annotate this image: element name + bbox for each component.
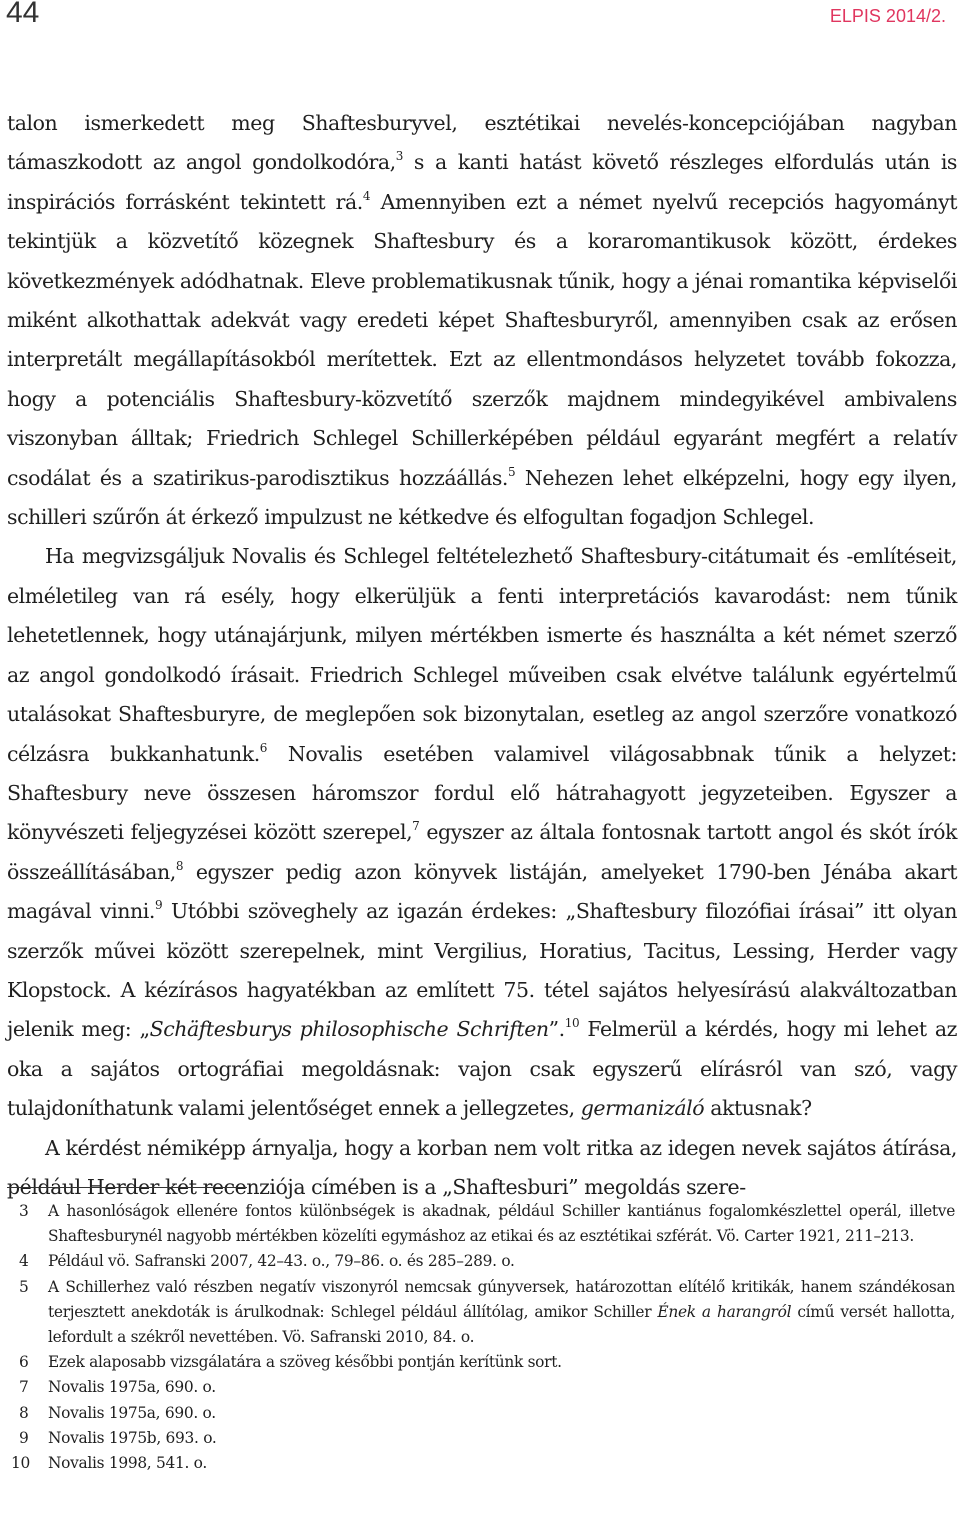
- footnote-number: 8: [19, 1403, 29, 1422]
- page-number: 44: [6, 0, 40, 29]
- text-run: A Schillerhez való részben negatív viszonyról nemcsak gúnyversek, határozottan elítélő kritikák, hanem szándékosan terjesztett anekdoták is árulkodnak: Schlegel például állítólag, amikor Schiller: [48, 1277, 955, 1321]
- footnote-ref: 3: [395, 149, 403, 164]
- text-run: Amennyiben ezt a német nyelvű recepciós hagyományt tekintjük a közvetítő közegnek Shaftesbury és a koraromantikusok között, érdekes következmények adódhatnak. Eleve problematikusnak tűnik, hogy a jénai romantika képviselői miként alkothattak adekvát vagy eredeti képet Shaftesburyről, amennyiben csak az erősen interpretált megállapításokból merítettek. Ezt az ellentmondásos helyzetet tovább fokozza, hogy a potenciális Shaftesbury-közvetítő szerzők majdnem mindegyikével ambivalens viszonyban álltak; Friedrich Schlegel Schillerképében például egyaránt megfért a relatív csodálat és a szatirikus-parodisztikus hozzáállás.: [7, 189, 957, 490]
- text-run: ”.: [548, 1017, 565, 1042]
- text-run: egyszer pedig azon könyvek listáján, amelyeket 1790-ben Jénába akart magával vinni.: [7, 859, 957, 924]
- footnote-number: 9: [19, 1428, 29, 1447]
- footnote-ref: 8: [175, 858, 184, 873]
- text-run: A kérdést némiképp árnyalja, hogy a korban nem volt ritka az idegen nevek sajátos átírása, például Herder két recenziója címében is a „Shaftesburi” megoldás szere-: [7, 1135, 957, 1199]
- footnote-ref: 4: [362, 188, 371, 203]
- text-run: Felmerül a kérdés, hogy mi lehet az oka a sajátos ortográfiai megoldásnak: vajon csak egyszerű elírásról van szó, vagy tulajdoníthatunk valami jelentőséget ennek a jellegzetes,: [7, 1017, 957, 1121]
- footnote-number: 4: [19, 1252, 29, 1271]
- paragraph: [7, 537, 957, 1128]
- italic-text: germanizáló: [580, 1096, 705, 1121]
- text-run: Novalis 1975a, 690. o.: [48, 1378, 216, 1397]
- footnote: [7, 1350, 955, 1375]
- footnote: [7, 1199, 955, 1249]
- footnote-ref: 10: [564, 1016, 580, 1031]
- text-run: Ha megvizsgáljuk Novalis és Schlegel feltételezhető Shaftesbury-citátumait és -említéseit, elméletileg van rá esély, hogy elkerüljük a fenti interpretációs kavarodást: nem tűnik lehetetlennek, hogy utánajárjunk, milyen mértékben ismerte és használta a két német szerző az angol gondolkodó írásait. Friedrich Schlegel műveiben csak elvétve találunk egyértelmű utalásokat Shaftesburyre, de meglepően sok bizonytalan, esetleg az angol szerzőre vonatkozó célzásra bukkanhatunk.: [7, 544, 957, 766]
- text-run: egyszer az általa fontosnak tartott angol és skót írók összeállításában,: [7, 820, 958, 884]
- footnote: [7, 1375, 955, 1400]
- footnote: [7, 1401, 955, 1426]
- text-run: aktusnak?: [704, 1096, 812, 1121]
- footnote-number: 7: [19, 1378, 29, 1397]
- footnote-number: 10: [11, 1454, 30, 1473]
- text-run: A hasonlóságok ellenére fontos különbségek is akadnak, például Schiller kantiánus fogalomkészlettel operál, illetve Shaftesburynél nagyobb mértékben közelíti egymáshoz az etikai és az esztétikai szférát. Vö. Carter 1921, 211–213.: [48, 1202, 955, 1246]
- text-run: s a kanti hatást követő részleges elfordulás után is inspirációs forrásként tekintett rá.: [7, 150, 957, 214]
- footnote-ref: 5: [508, 464, 516, 479]
- text-run: című versét hallotta, lefordult a székről nevettében. Vö. Safranski 2010, 84. o.: [48, 1302, 955, 1347]
- text-run: Utóbbi szöveghely az igazán érdekes: „Shaftesbury filozófiai írásai” itt olyan szerzők művei között szerepelnek, mint Vergilius, Horatius, Tacitus, Lessing, Herder vagy Klopstock. A kézírásos hagyatékban az említett 75. tétel sajátos helyesírású alakváltozatban jelenik meg: „: [7, 899, 958, 1042]
- italic-text: Schäftesburys philosophische Schriften: [149, 1017, 549, 1042]
- italic-text: Ének a harangról: [657, 1302, 792, 1321]
- text-run: talon ismerkedett meg Shaftesburyvel, esztétikai nevelés-koncepciójában nagyban támaszkodott az angol gondolkodóra,: [7, 111, 957, 175]
- body-text: [7, 104, 957, 1207]
- text-run: Novalis 1998, 541. o.: [48, 1454, 207, 1473]
- journal-title: ELPIS 2014/2.: [829, 6, 946, 26]
- footnote: [7, 1249, 955, 1274]
- footnote-ref: 7: [412, 819, 420, 834]
- text-run: Novalis 1975a, 690. o.: [48, 1403, 216, 1422]
- footnote-ref: 6: [259, 740, 267, 755]
- footnote-divider: [7, 1187, 247, 1188]
- footnote-number: 5: [19, 1277, 29, 1296]
- footnote: [7, 1426, 955, 1451]
- page-header: [0, 0, 960, 34]
- footnote: [7, 1275, 955, 1351]
- paragraph: [7, 104, 957, 537]
- text-run: Novalis 1975b, 693. o.: [48, 1428, 217, 1447]
- footnote-ref: 9: [154, 898, 163, 913]
- text-run: Novalis esetében valamivel világosabbnak tűnik a helyzet: Shaftesbury neve összesen háromszor fordul elő hátrahagyott jegyzeteiben. Egyszer a könyvészeti feljegyzései között szerepel,: [7, 741, 957, 845]
- footnote-number: 3: [19, 1202, 29, 1220]
- footnote: [7, 1451, 955, 1476]
- text-run: Például vö. Safranski 2007, 42–43. o., 79–86. o. és 285–289. o.: [48, 1252, 515, 1271]
- footnote-number: 6: [19, 1353, 29, 1372]
- footnotes: [7, 1199, 955, 1476]
- paragraph: [7, 1129, 957, 1208]
- text-run: Ezek alaposabb vizsgálatára a szöveg későbbi pontján kerítünk sort.: [48, 1353, 562, 1372]
- text-run: Nehezen lehet elképzelni, hogy egy ilyen, schilleri szűrőn át érkező impulzust ne kétkedve és elfogultan fogadjon Schlegel.: [7, 465, 957, 530]
